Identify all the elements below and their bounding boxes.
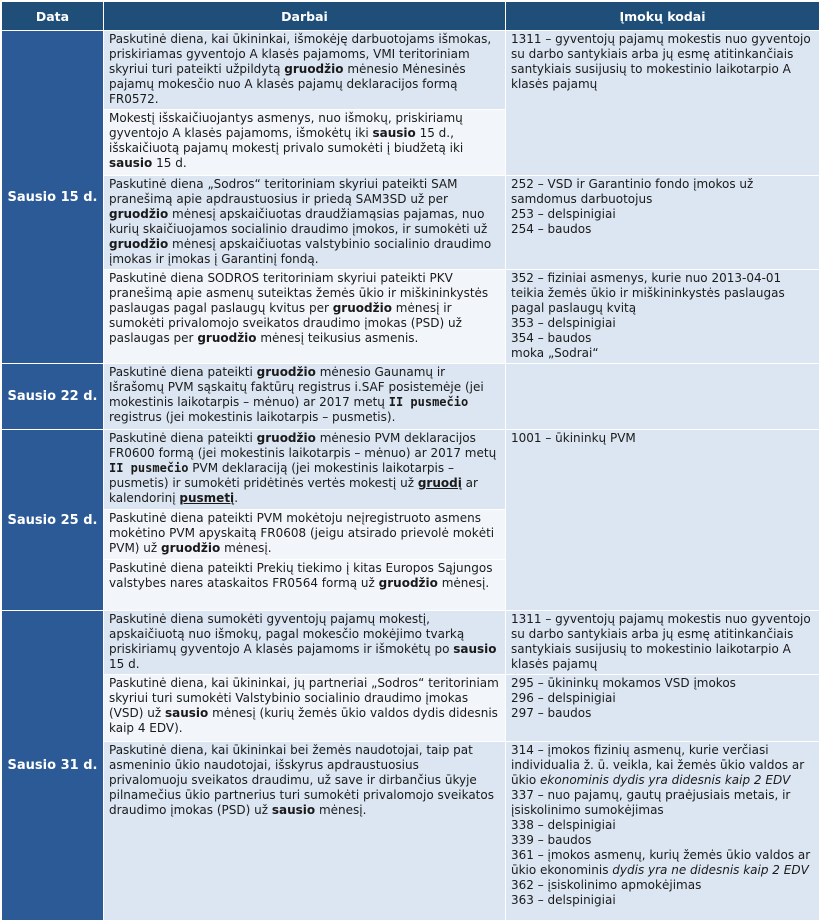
table-row [2,611,820,675]
code-cell: 295 – ūkininkų mokamos VSD įmokos 296 – delspinigiai 297 – baudos [506,675,820,742]
table-row [2,270,820,364]
date-cell-jan15: Sausio 15 d. [2,31,104,364]
table-row [2,430,820,510]
header-date: Data [2,2,104,31]
code-cell: 314 – įmokos fizinių asmenų, kurie verčiasi individualia ž. ū. veikla, kai žemės ūkio valdos ar ūkio ekonominis dydis yra didesnis kaip 2 EDV 337 – nuo pajamų, gautų praėjusiais metais, ir įsiskolinimo sumokėjimas 338 – delspinigiai 339 – baudos 361 – įmokos asmenų, kurių žemės ūkio valdos ar ūkio ekonominis dydis yra ne didesnis kaip 2 EDV 362 – įsiskolinimo apmokėjimas 363 – delspinigiai [506,742,820,921]
date-cell-jan31: Sausio 31 d. [2,611,104,921]
task-cell: Paskutinė diena, kai ūkininkai bei žemės naudotojai, taip pat asmeninio ūkio naudotojai, išskyrus apdraustuosius privalomuoju sveikatos draudimu, už save ir dirbančius ūkyje pilnamečius ūkio partnerius turi sumokėti privalomojo sveikatos draudimo įmokas (PSD) už sausio mėnesį. [104,742,506,921]
table-row [2,742,820,921]
code-cell: 1311 – gyventojų pajamų mokestis nuo gyventojo su darbo santykiais arba jų esmę atitinkančiais santykiais susijusių to mokestinio laikotarpio A klasės pajamų [506,31,820,176]
task-cell: Paskutinė diena sumokėti gyventojų pajamų mokestį, apskaičiuotą nuo išmokų, pagal mokesčio mokėjimo tvarką priskiriamų gyventojo A klasės pajamoms ir išmokėtų po sausio 15 d. [104,611,506,675]
task-cell: Paskutinė diena, kai ūkininkai, jų partneriai „Sodros“ teritoriniam skyriui turi sumokėti Valstybinio socialinio draudimo įmokas (VSD) už sausio mėnesį (kurių žemės ūkio valdos dydis didesnis kaip 4 EDV). [104,675,506,742]
table-row [2,31,820,110]
code-cell: 352 – fiziniai asmenys, kurie nuo 2013-04-01 teikia žemės ūkio ir miškininkystės paslaugas pagal paslaugų kvitą 353 – delspinigiai 354 – baudos moka „Sodrai“ [506,270,820,364]
table-row [2,675,820,742]
task-cell: Paskutinė diena SODROS teritoriniam skyriui pateikti PKV pranešimą apie asmenų suteiktas žemės ūkio ir miškininkystės paslaugas pagal paslaugų kvitus per gruodžio mėnesį ir sumokėti privalomojo sveikatos draudimo įmokas (PSD) už paslaugas per gruodžio mėnesį teikusius asmenis. [104,270,506,364]
code-cell [506,364,820,430]
task-cell: Mokestį išskaičiuojantys asmenys, nuo išmokų, priskiriamų gyventojo A klasės pajamoms, išmokėtų iki sausio 15 d., išskaičiuotą pajamų mokestį privalo sumokėti į biudžetą iki sausio 15 d. [104,110,506,176]
task-cell: Paskutinė diena pateikti gruodžio mėnesio PVM deklaracijos FR0600 formą (jei mokestinis laikotarpis – mėnuo) ar 2017 metų II pusmečio PVM deklaraciją (jei mokestinis laikotarpis – pusmetis) ir sumokėti pridėtinės vertės mokestį už gruodį ar kalendorinį pusmetį. [104,430,506,510]
code-cell: 1001 – ūkininkų PVM [506,430,820,611]
header-tasks: Darbai [104,2,506,31]
code-cell: 1311 – gyventojų pajamų mokestis nuo gyventojo su darbo santykiais arba jų esmę atitinkančiais santykiais susijusių to mokestinio laikotarpio A klasės pajamų [506,611,820,675]
task-cell: Paskutinė diena pateikti gruodžio mėnesio Gaunamų ir Išrašomų PVM sąskaitų faktūrų registrus i.SAF posistemėje (jei mokestinis laikotarpis – mėnuo) ar 2017 metų II pusmečio registrus (jei mokestinis laikotarpis – pusmetis). [104,364,506,430]
date-cell-jan25: Sausio 25 d. [2,430,104,611]
task-cell: Paskutinė diena, kai ūkininkai, išmokėję darbuotojams išmokas, priskiriamas gyventojo A klasės pajamoms, VMI teritoriniam skyriui turi pateikti užpildytą gruodžio mėnesio Mėnesinės pajamų mokesčio nuo A klasės pajamų deklaracijos formą FR0572. [104,31,506,110]
header-row [2,2,820,31]
task-cell: Paskutinė diena pateikti Prekių tiekimo į kitas Europos Sąjungos valstybes nares ataskaitos FR0564 formą už gruodžio mėnesį. [104,560,506,611]
table-row [2,364,820,430]
date-cell-jan22: Sausio 22 d. [2,364,104,430]
table-row [2,176,820,270]
task-cell: Paskutinė diena „Sodros“ teritoriniam skyriui pateikti SAM pranešimą apie apdraustuosius ir priedą SAM3SD už per gruodžio mėnesį apskaičiuotas draudžiamąsias pajamas, nuo kurių skaičiuojamos socialinio draudimo įmokos, ir sumokėti už gruodžio mėnesį apskaičiuotas valstybinio socialinio draudimo įmokas ir įmokas į Garantinį fondą. [104,176,506,270]
code-cell: 252 – VSD ir Garantinio fondo įmokos už samdomus darbuotojus 253 – delspinigiai 254 – baudos [506,176,820,270]
task-cell: Paskutinė diena pateikti PVM mokėtoju neįregistruoto asmens mokėtino PVM apyskaitą FR0608 (jeigu atsirado prievolė mokėti PVM) už gruodžio mėnesį. [104,510,506,560]
tax-calendar-table [1,1,820,921]
header-payment-codes: Įmokų kodai [506,2,820,31]
